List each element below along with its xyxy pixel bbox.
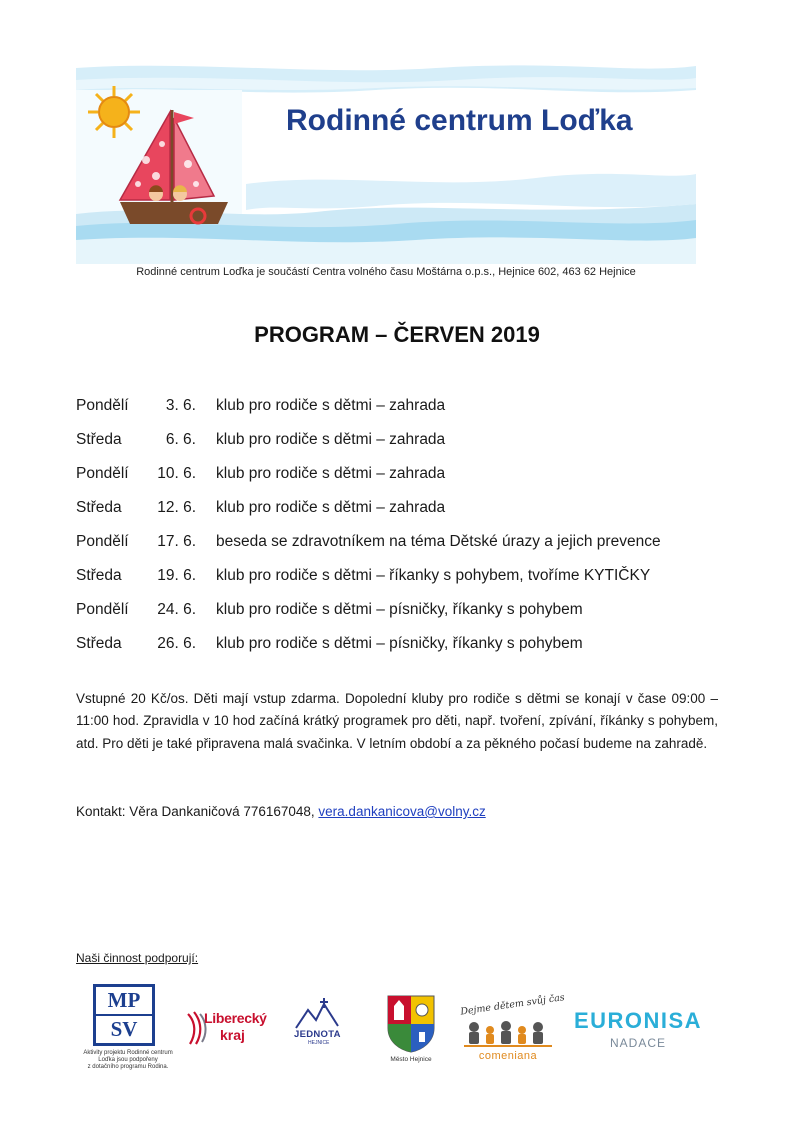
schedule-date: 24. 6. [157,601,196,618]
schedule-activity: klub pro rodiče s dětmi – zahrada [216,397,446,414]
comeniana-slogan: Dejme dětem svůj čas [459,992,566,1018]
liberecky-kraj-line2: kraj [220,1027,245,1043]
jednota-name: JEDNOTA [294,1029,341,1040]
jednota-sub: HEJNICE [308,1040,330,1046]
schedule-day: Středa [76,635,122,652]
comeniana-logo [459,992,566,1066]
euronisa-sub: NADACE [609,1036,666,1050]
schedule-day: Středa [76,499,122,516]
schedule-activity: klub pro rodiče s dětmi – zahrada [216,431,446,448]
support-label: Naši činnost podporují: [76,951,199,965]
program-heading: PROGRAM – ČERVEN 2019 [254,322,540,347]
liberecky-kraj-logo [186,1008,276,1048]
jednota-logo [292,998,352,1048]
hejnice-caption: Město Hejnice [390,1056,432,1063]
schedule-day: Středa [76,431,122,448]
banner-title: Rodinné centrum Loďka [286,104,633,137]
schedule-activity: beseda se zdravotníkem na téma Dětské úrazy a jejich prevence [216,533,661,550]
schedule-day: Středa [76,567,122,584]
schedule-date: 12. 6. [157,499,196,516]
schedule-date: 3. 6. [165,397,196,414]
mpsv-caption-line: Aktivity projektu Rodinné centrum [83,1050,173,1056]
jednota-icon [292,998,352,1030]
hejnice-coat-of-arms [382,994,440,1068]
schedule-day: Pondělí [76,465,129,482]
mpsv-caption-line: z dotačního programu Rodina. [87,1064,169,1070]
schedule-day: Pondělí [76,397,129,414]
comeniana-name: comeniana [478,1050,538,1062]
mpsv-top: MP [96,987,152,1016]
schedule-activity: klub pro rodiče s dětmi – písničky, říkanky s pohybem [216,601,583,618]
schedule-date: 10. 6. [157,465,196,482]
liberecky-kraj-line1: Liberecký [204,1010,267,1026]
contact-line [76,804,486,819]
schedule-day: Pondělí [76,533,129,550]
schedule-date: 17. 6. [157,533,196,550]
euronisa-logo [570,1008,706,1054]
schedule-date: 6. 6. [165,431,196,448]
info-paragraph: Vstupné 20 Kč/os. Děti mají vstup zdarma. Dopolední kluby pro rodiče s dětmi se konají v čase 09:00 – 11:00 hod. Zpravidla v 10 hod začíná krátký programek pro děti, např. tvoření, zpívání, říkánky s pohybem, atd. Pro děti je také připravena malá svačinka. V letním období a za pěkného počasí budeme na zahradě. [76,691,718,751]
coat-of-arms-icon [382,994,440,1054]
schedule-activity: klub pro rodiče s dětmi – říkanky s pohybem, tvoříme KYTIČKY [216,567,651,584]
contact-email-link[interactable]: vera.dankanicova@volny.cz [318,804,486,819]
schedule-activity: klub pro rodiče s dětmi – písničky, říkanky s pohybem [216,635,583,652]
schedule-date: 26. 6. [157,635,196,652]
organization-note: Rodinné centrum Loďka je součástí Centra volného času Moštárna o.p.s., Hejnice 602, 463 62 Hejnice [136,266,636,278]
schedule-date: 19. 6. [157,567,196,584]
schedule-day: Pondělí [76,601,129,618]
schedule-activity: klub pro rodiče s dětmi – zahrada [216,499,446,516]
euronisa-name: EURONISA [573,1008,703,1033]
contact-text: Kontakt: Věra Dankaničová 776167048, [76,804,319,819]
mpsv-logo [78,984,178,1076]
schedule-activity: klub pro rodiče s dětmi – zahrada [216,465,446,482]
mpsv-bottom: SV [110,1017,138,1041]
mpsv-caption-line: Loďka jsou podpořeny [98,1057,158,1063]
comeniana-figures-icon [460,1020,556,1048]
header-banner [76,64,696,264]
